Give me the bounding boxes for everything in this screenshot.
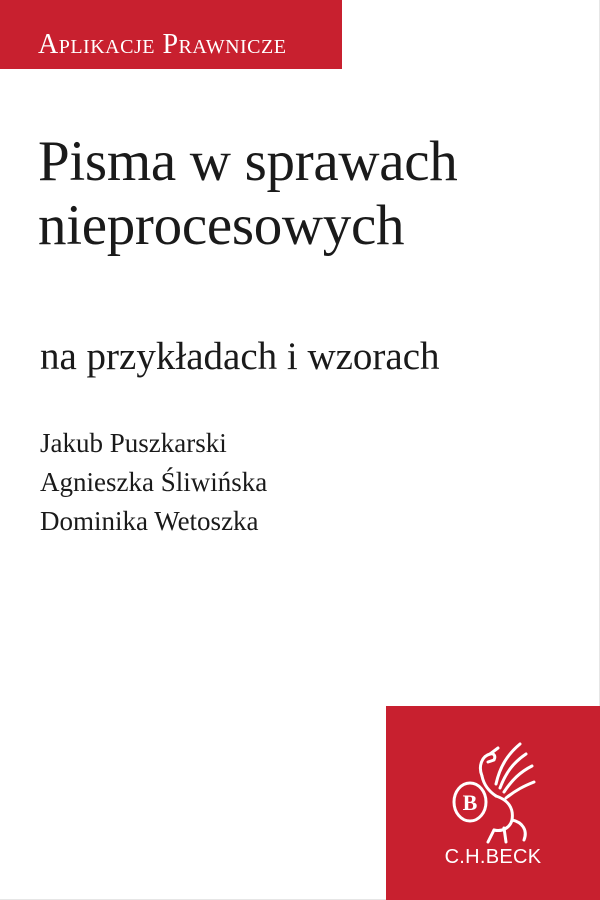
logo-letter: B	[462, 790, 478, 815]
book-title	[38, 130, 578, 258]
series-label: Aplikacje Prawnicze	[38, 29, 287, 60]
publisher-name: C.H.BECK	[444, 846, 542, 868]
griffin-logo-icon	[448, 736, 538, 846]
publisher-box	[386, 706, 600, 900]
author-name: Jakub Puszkarski	[40, 428, 227, 458]
author-name: Dominika Wetoszka	[40, 506, 259, 536]
book-subtitle: na przykładach i wzorach	[40, 335, 440, 378]
author-list	[40, 424, 267, 541]
series-banner	[0, 0, 342, 69]
title-line-1: Pisma w sprawach	[38, 130, 458, 193]
author-name: Agnieszka Śliwińska	[40, 467, 268, 497]
title-line-2: nieprocesowych	[38, 194, 405, 257]
